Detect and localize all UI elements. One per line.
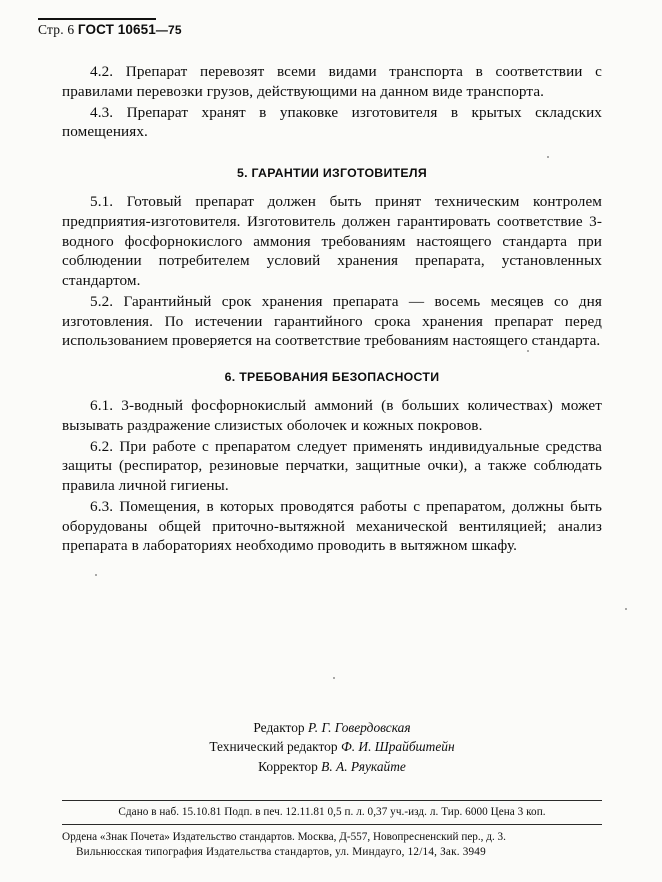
scan-speck — [527, 350, 529, 352]
header-rule — [38, 18, 156, 20]
credit-proofreader-label: Корректор — [258, 758, 322, 774]
section-title-guarantees: 5. ГАРАНТИИ ИЗГОТОВИТЕЛЯ — [236, 166, 428, 180]
scan-speck — [547, 156, 549, 158]
section-guarantees — [62, 192, 602, 351]
credit-editor-name: Р. Г. Говердовская — [307, 720, 411, 735]
paragraph-6-1: 6.1. 3-водный фосфорнокислый аммоний (в больших количествах) может вызывать раздражение слизистых оболочек и кожных покровов. — [62, 397, 602, 434]
paragraph-5-1: 5.1. Готовый препарат должен быть принят техническим контролем предприятия-изготовителя. Изготовитель должен гарантировать соответствие 3-водного фосфорнокислого аммония требованиям настоящего стандарта при соблюдении потребителем условий хранения препарата, установленных стандартом. — [62, 193, 602, 289]
paragraph-5-2: 5.2. Гарантийный срок хранения препарата — восемь месяцев со дня изготовления. По истечении гарантийного срока хранения препарат перед использованием проверяется на соответствие требованиям настоящего стандарта. — [62, 292, 602, 350]
divider-above-publisher — [62, 824, 602, 825]
publisher-block — [62, 830, 606, 860]
paragraph-6-3: 6.3. Помещения, в которых проводятся работы с препаратом, должны быть оборудованы общей приточно-вытяжной механической вентиляцией; анализ препарата в лабораториях необходимо проводить в вытяжном шкафу. — [62, 497, 602, 555]
credit-proofreader — [62, 757, 602, 776]
credit-technical-editor-label: Технический редактор — [209, 739, 341, 755]
credit-editor — [62, 718, 602, 737]
imprint-line: Сдано в наб. 15.10.81 Подп. в печ. 12.11.81 0,5 п. л. 0,37 уч.-изд. л. Тир. 6000 Цена 3 коп. — [118, 806, 546, 818]
credit-proofreader-name: В. А. Ряукайте — [321, 758, 406, 774]
paragraph-6-2: 6.2. При работе с препаратом следует применять индивидуальные средства защиты (респиратор, резиновые перчатки, защитные очки), а также соблюдать правила личной гигиены. — [62, 437, 602, 494]
standard-code: ГОСТ 10651 — [77, 22, 156, 37]
page-header — [38, 22, 182, 38]
scan-speck — [625, 608, 627, 610]
section-title-safety: 6. ТРЕБОВАНИЯ БЕЗОПАСНОСТИ — [224, 370, 440, 384]
page-number-label: Стр. 6 — [38, 22, 75, 37]
divider-above-imprint — [62, 800, 602, 801]
paragraph-4-2: 4.2. Препарат перевозят всеми видами транспорта в соответствии с правилами перевозки грузов, действующими на данном виде транспорта. — [62, 63, 602, 100]
credit-technical-editor — [62, 737, 602, 756]
section-safety — [62, 396, 602, 556]
scan-speck — [333, 677, 335, 679]
publisher-line-2: Вильнюсская типография Издательства стандартов, ул. Миндаугo, 12/14, Зак. 3949 — [76, 846, 486, 859]
paragraph-4-3: 4.3. Препарат хранят в упаковке изготовителя в крытых складских помещениях. — [62, 103, 602, 141]
scan-speck — [95, 574, 97, 576]
publisher-line-1: Ордена «Знак Почета» Издательство стандартов. Москва, Д-557, Новопресненский пер., д. 3. — [62, 831, 506, 843]
section-transport — [62, 62, 602, 142]
standard-year: —75 — [155, 23, 182, 37]
credit-editor-label: Редактор — [253, 720, 308, 735]
credits-block — [62, 718, 602, 776]
credit-technical-editor-name: Ф. И. Шрайбштейн — [340, 739, 455, 755]
